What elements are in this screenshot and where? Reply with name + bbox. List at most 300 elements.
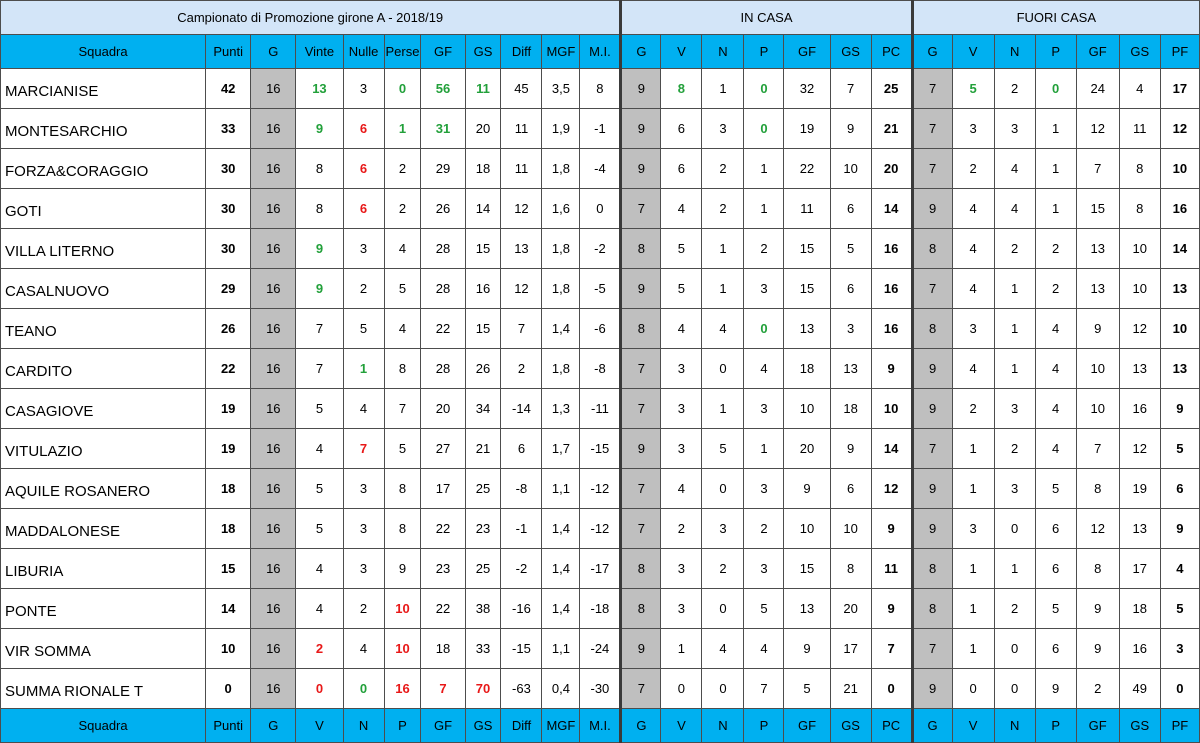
stat-cell: 30 — [206, 189, 251, 229]
stat-cell: 0 — [661, 669, 702, 709]
stat-cell: 13 — [830, 349, 871, 389]
stat-cell: 2 — [384, 189, 421, 229]
stat-cell: -6 — [580, 309, 621, 349]
stat-cell: 10 — [1119, 269, 1160, 309]
team-name: MONTESARCHIO — [1, 109, 206, 149]
stat-cell: 10 — [1119, 229, 1160, 269]
stat-cell: 8 — [621, 309, 661, 349]
stat-cell: 4 — [994, 149, 1035, 189]
stat-cell: 0 — [994, 669, 1035, 709]
stat-cell: 7 — [621, 189, 661, 229]
stat-cell: 16 — [1119, 389, 1160, 429]
column-header: Nulle — [343, 35, 384, 69]
stat-cell: 5 — [343, 309, 384, 349]
team-name: PONTE — [1, 589, 206, 629]
stat-cell: 0 — [702, 589, 744, 629]
championship-title: Campionato di Promozione girone A - 2018/19 — [1, 1, 621, 35]
stat-cell: 2 — [1035, 229, 1076, 269]
stat-cell: 2 — [702, 189, 744, 229]
stat-cell: 28 — [421, 229, 465, 269]
stat-cell: 2 — [1076, 669, 1119, 709]
stat-cell: 9 — [621, 69, 661, 109]
column-header: GS — [465, 709, 501, 743]
stat-cell: 7 — [621, 469, 661, 509]
stat-cell: 13 — [1160, 269, 1199, 309]
stat-cell: 29 — [206, 269, 251, 309]
stat-cell: 3 — [343, 69, 384, 109]
stat-cell: 0 — [343, 669, 384, 709]
stat-cell: 18 — [830, 389, 871, 429]
stat-cell: 33 — [206, 109, 251, 149]
stat-cell: -1 — [501, 509, 542, 549]
stat-cell: 4 — [296, 429, 343, 469]
stat-cell: 7 — [912, 149, 952, 189]
stat-cell: 0 — [744, 109, 784, 149]
stat-cell: 10 — [784, 389, 830, 429]
stat-cell: 7 — [296, 309, 343, 349]
stat-cell: 3 — [744, 269, 784, 309]
stat-cell: 3 — [702, 509, 744, 549]
stat-cell: 8 — [621, 229, 661, 269]
stat-cell: 3 — [830, 309, 871, 349]
stat-cell: 16 — [871, 309, 912, 349]
stat-cell: 9 — [871, 589, 912, 629]
column-header: P — [1035, 709, 1076, 743]
column-header: GF — [421, 35, 465, 69]
stat-cell: 13 — [1160, 349, 1199, 389]
column-header: GS — [1119, 709, 1160, 743]
stat-cell: 19 — [1119, 469, 1160, 509]
stat-cell: 0,4 — [542, 669, 580, 709]
stat-cell: 8 — [661, 69, 702, 109]
column-header: G — [251, 35, 296, 69]
table-row — [1, 389, 1200, 429]
stat-cell: 2 — [384, 149, 421, 189]
stat-cell: 4 — [661, 189, 702, 229]
stat-cell: 1,8 — [542, 229, 580, 269]
stat-cell: 8 — [384, 469, 421, 509]
stat-cell: 7 — [296, 349, 343, 389]
stat-cell: 8 — [1076, 549, 1119, 589]
stat-cell: -63 — [501, 669, 542, 709]
stat-cell: -12 — [580, 509, 621, 549]
stat-cell: 4 — [1119, 69, 1160, 109]
table-row — [1, 109, 1200, 149]
stat-cell: 22 — [421, 309, 465, 349]
stat-cell: 15 — [1076, 189, 1119, 229]
stat-cell: 9 — [1160, 389, 1199, 429]
footer-row — [1, 709, 1200, 743]
stat-cell: 5 — [661, 269, 702, 309]
stat-cell: 16 — [871, 269, 912, 309]
stat-cell: 2 — [994, 229, 1035, 269]
table-row — [1, 509, 1200, 549]
stat-cell: 0 — [994, 629, 1035, 669]
stat-cell: 16 — [251, 109, 296, 149]
stat-cell: -18 — [580, 589, 621, 629]
stat-cell: 26 — [465, 349, 501, 389]
stat-cell: 3 — [661, 349, 702, 389]
stat-cell: 8 — [912, 589, 952, 629]
stat-cell: 5 — [296, 469, 343, 509]
stat-cell: 13 — [296, 69, 343, 109]
stat-cell: 1 — [702, 269, 744, 309]
stat-cell: -30 — [580, 669, 621, 709]
stat-cell: -1 — [580, 109, 621, 149]
stat-cell: 32 — [784, 69, 830, 109]
column-header: GS — [1119, 35, 1160, 69]
stat-cell: 5 — [1160, 589, 1199, 629]
stat-cell: 0 — [744, 69, 784, 109]
stat-cell: 1,4 — [542, 309, 580, 349]
stat-cell: 8 — [912, 309, 952, 349]
stat-cell: 5 — [830, 229, 871, 269]
stat-cell: 11 — [501, 109, 542, 149]
column-header: G — [912, 709, 952, 743]
stat-cell: 20 — [421, 389, 465, 429]
stat-cell: 1,8 — [542, 149, 580, 189]
stat-cell: 1,3 — [542, 389, 580, 429]
stat-cell: 16 — [251, 189, 296, 229]
stat-cell: 21 — [871, 109, 912, 149]
column-header: P — [384, 709, 421, 743]
table-row — [1, 349, 1200, 389]
column-header: GF — [1076, 35, 1119, 69]
stat-cell: 9 — [871, 349, 912, 389]
stat-cell: 16 — [251, 669, 296, 709]
stat-cell: 28 — [421, 269, 465, 309]
stat-cell: 9 — [784, 469, 830, 509]
stat-cell: 9 — [621, 629, 661, 669]
stat-cell: 26 — [421, 189, 465, 229]
column-header: V — [952, 709, 994, 743]
stat-cell: 1 — [994, 349, 1035, 389]
stat-cell: 9 — [296, 269, 343, 309]
stat-cell: 4 — [952, 229, 994, 269]
stat-cell: -2 — [501, 549, 542, 589]
column-header: N — [702, 709, 744, 743]
stat-cell: 4 — [661, 469, 702, 509]
stat-cell: 13 — [1119, 509, 1160, 549]
stat-cell: 2 — [1035, 269, 1076, 309]
stat-cell: 8 — [912, 229, 952, 269]
table-row — [1, 189, 1200, 229]
stat-cell: 29 — [421, 149, 465, 189]
column-header: M.I. — [580, 709, 621, 743]
stat-cell: -12 — [580, 469, 621, 509]
stat-cell: 6 — [343, 109, 384, 149]
home-section-title: IN CASA — [621, 1, 912, 35]
stat-cell: 42 — [206, 69, 251, 109]
stat-cell: 8 — [1119, 189, 1160, 229]
stat-cell: 17 — [1160, 69, 1199, 109]
stat-cell: 16 — [251, 549, 296, 589]
stat-cell: 5 — [702, 429, 744, 469]
stat-cell: 7 — [501, 309, 542, 349]
column-header: PC — [871, 35, 912, 69]
stat-cell: 1 — [1035, 109, 1076, 149]
team-name: AQUILE ROSANERO — [1, 469, 206, 509]
stat-cell: 10 — [830, 149, 871, 189]
stat-cell: 3 — [744, 389, 784, 429]
stat-cell: -8 — [501, 469, 542, 509]
stat-cell: 1 — [1035, 189, 1076, 229]
stat-cell: 15 — [465, 229, 501, 269]
stat-cell: 7 — [421, 669, 465, 709]
column-header: P — [1035, 35, 1076, 69]
stat-cell: 38 — [465, 589, 501, 629]
stat-cell: 3 — [343, 469, 384, 509]
stat-cell: 3 — [343, 229, 384, 269]
stat-cell: 20 — [830, 589, 871, 629]
stat-cell: 7 — [912, 69, 952, 109]
stat-cell: 1 — [952, 469, 994, 509]
stat-cell: 8 — [1119, 149, 1160, 189]
stat-cell: 4 — [702, 309, 744, 349]
stat-cell: 15 — [784, 549, 830, 589]
stat-cell: 10 — [871, 389, 912, 429]
stat-cell: 22 — [421, 589, 465, 629]
team-name: VILLA LITERNO — [1, 229, 206, 269]
stat-cell: 18 — [465, 149, 501, 189]
stat-cell: -16 — [501, 589, 542, 629]
stat-cell: 7 — [912, 429, 952, 469]
stat-cell: 0 — [1035, 69, 1076, 109]
stat-cell: 5 — [296, 389, 343, 429]
stat-cell: 14 — [871, 189, 912, 229]
stat-cell: 16 — [251, 389, 296, 429]
stat-cell: 9 — [912, 669, 952, 709]
table-row — [1, 309, 1200, 349]
stat-cell: -2 — [580, 229, 621, 269]
stat-cell: 6 — [501, 429, 542, 469]
stat-cell: 10 — [384, 589, 421, 629]
stat-cell: 4 — [952, 189, 994, 229]
column-header: Squadra — [1, 709, 206, 743]
stat-cell: 5 — [661, 229, 702, 269]
stat-cell: 3 — [744, 549, 784, 589]
column-header: Squadra — [1, 35, 206, 69]
stat-cell: 15 — [784, 269, 830, 309]
stat-cell: 7 — [912, 629, 952, 669]
stat-cell: 2 — [501, 349, 542, 389]
stat-cell: 9 — [871, 509, 912, 549]
stat-cell: 4 — [744, 629, 784, 669]
stat-cell: 8 — [621, 589, 661, 629]
stat-cell: 1 — [744, 189, 784, 229]
column-header: V — [661, 709, 702, 743]
stat-cell: 1,7 — [542, 429, 580, 469]
stat-cell: 0 — [952, 669, 994, 709]
stat-cell: 21 — [830, 669, 871, 709]
stat-cell: 27 — [421, 429, 465, 469]
stat-cell: 1 — [952, 589, 994, 629]
stat-cell: 9 — [1076, 309, 1119, 349]
stat-cell: 1 — [702, 229, 744, 269]
stat-cell: 4 — [952, 349, 994, 389]
stat-cell: 4 — [343, 389, 384, 429]
stat-cell: 11 — [501, 149, 542, 189]
stat-cell: 5 — [952, 69, 994, 109]
stat-cell: 1 — [661, 629, 702, 669]
column-header: G — [912, 35, 952, 69]
stat-cell: 8 — [830, 549, 871, 589]
stat-cell: 2 — [994, 589, 1035, 629]
column-header: Vinte — [296, 35, 343, 69]
stat-cell: 4 — [1035, 309, 1076, 349]
stat-cell: 34 — [465, 389, 501, 429]
stat-cell: 56 — [421, 69, 465, 109]
column-header: GF — [421, 709, 465, 743]
stat-cell: 0 — [206, 669, 251, 709]
stat-cell: 16 — [251, 429, 296, 469]
stat-cell: 3 — [1160, 629, 1199, 669]
stat-cell: 2 — [994, 429, 1035, 469]
stat-cell: -4 — [580, 149, 621, 189]
column-header: GF — [1076, 709, 1119, 743]
away-section-title: FUORI CASA — [912, 1, 1199, 35]
stat-cell: 9 — [621, 109, 661, 149]
stat-cell: 9 — [1160, 509, 1199, 549]
column-header: MGF — [542, 35, 580, 69]
stat-cell: 2 — [744, 509, 784, 549]
stat-cell: -11 — [580, 389, 621, 429]
stat-cell: 2 — [952, 389, 994, 429]
stat-cell: 30 — [206, 149, 251, 189]
stat-cell: 11 — [465, 69, 501, 109]
stat-cell: 2 — [952, 149, 994, 189]
stat-cell: 20 — [465, 109, 501, 149]
stat-cell: 10 — [830, 509, 871, 549]
stat-cell: 23 — [465, 509, 501, 549]
stat-cell: 6 — [1160, 469, 1199, 509]
column-header: GF — [784, 35, 830, 69]
stat-cell: 7 — [621, 349, 661, 389]
stat-cell: 15 — [465, 309, 501, 349]
stat-cell: 1 — [744, 429, 784, 469]
stat-cell: 6 — [1035, 549, 1076, 589]
team-name: GOTI — [1, 189, 206, 229]
stat-cell: 1 — [384, 109, 421, 149]
team-name: LIBURIA — [1, 549, 206, 589]
stat-cell: 4 — [1035, 349, 1076, 389]
stat-cell: 70 — [465, 669, 501, 709]
stat-cell: 5 — [784, 669, 830, 709]
stat-cell: 12 — [1076, 509, 1119, 549]
stat-cell: 16 — [251, 629, 296, 669]
stat-cell: 7 — [621, 669, 661, 709]
stat-cell: 16 — [871, 229, 912, 269]
team-name: CASALNUOVO — [1, 269, 206, 309]
stat-cell: 1,6 — [542, 189, 580, 229]
stat-cell: 1 — [952, 549, 994, 589]
stat-cell: 7 — [1076, 149, 1119, 189]
stat-cell: 13 — [501, 229, 542, 269]
stat-cell: 3 — [994, 109, 1035, 149]
stat-cell: 9 — [912, 469, 952, 509]
column-header: GS — [465, 35, 501, 69]
stat-cell: 18 — [1119, 589, 1160, 629]
stat-cell: 17 — [1119, 549, 1160, 589]
stat-cell: 10 — [384, 629, 421, 669]
team-name: TEANO — [1, 309, 206, 349]
stat-cell: 7 — [830, 69, 871, 109]
stat-cell: 5 — [1035, 589, 1076, 629]
stat-cell: 8 — [1076, 469, 1119, 509]
stat-cell: 7 — [912, 269, 952, 309]
stat-cell: 9 — [296, 229, 343, 269]
stat-cell: 5 — [296, 509, 343, 549]
stat-cell: 16 — [251, 349, 296, 389]
stat-cell: 0 — [384, 69, 421, 109]
column-header: G — [621, 709, 661, 743]
stat-cell: 0 — [744, 309, 784, 349]
stat-cell: 13 — [1119, 349, 1160, 389]
stat-cell: 22 — [206, 349, 251, 389]
column-header: G — [251, 709, 296, 743]
stat-cell: 7 — [384, 389, 421, 429]
stat-cell: 1,9 — [542, 109, 580, 149]
column-header: N — [343, 709, 384, 743]
stat-cell: 22 — [784, 149, 830, 189]
stat-cell: 1 — [952, 629, 994, 669]
stat-cell: 15 — [784, 229, 830, 269]
column-header: G — [621, 35, 661, 69]
stat-cell: 6 — [830, 189, 871, 229]
stat-cell: 4 — [343, 629, 384, 669]
stat-cell: 10 — [1160, 309, 1199, 349]
column-header: PF — [1160, 709, 1199, 743]
stat-cell: 1 — [744, 149, 784, 189]
stat-cell: 9 — [621, 429, 661, 469]
stat-cell: 16 — [251, 469, 296, 509]
stat-cell: 13 — [1076, 229, 1119, 269]
stat-cell: 18 — [421, 629, 465, 669]
stat-cell: 28 — [421, 349, 465, 389]
stat-cell: 13 — [784, 589, 830, 629]
stat-cell: 2 — [296, 629, 343, 669]
stat-cell: 9 — [912, 349, 952, 389]
stat-cell: 16 — [251, 509, 296, 549]
column-header: Diff — [501, 35, 542, 69]
team-name: SUMMA RIONALE T — [1, 669, 206, 709]
stat-cell: 10 — [1076, 389, 1119, 429]
stat-cell: 14 — [465, 189, 501, 229]
stat-cell: 2 — [661, 509, 702, 549]
stat-cell: 3 — [702, 109, 744, 149]
stat-cell: 13 — [784, 309, 830, 349]
stat-cell: 9 — [1076, 589, 1119, 629]
stat-cell: 6 — [1035, 629, 1076, 669]
stat-cell: 12 — [1119, 429, 1160, 469]
stat-cell: 14 — [871, 429, 912, 469]
team-name: VIR SOMMA — [1, 629, 206, 669]
stat-cell: 7 — [621, 389, 661, 429]
column-header: MGF — [542, 709, 580, 743]
stat-cell: 9 — [912, 389, 952, 429]
stat-cell: 16 — [465, 269, 501, 309]
stat-cell: 16 — [1160, 189, 1199, 229]
stat-cell: 10 — [784, 509, 830, 549]
stat-cell: 16 — [251, 269, 296, 309]
stat-cell: 4 — [1160, 549, 1199, 589]
stat-cell: 2 — [744, 229, 784, 269]
table-row — [1, 429, 1200, 469]
stat-cell: 8 — [384, 349, 421, 389]
stat-cell: 0 — [1160, 669, 1199, 709]
stat-cell: 31 — [421, 109, 465, 149]
stat-cell: 1,4 — [542, 549, 580, 589]
